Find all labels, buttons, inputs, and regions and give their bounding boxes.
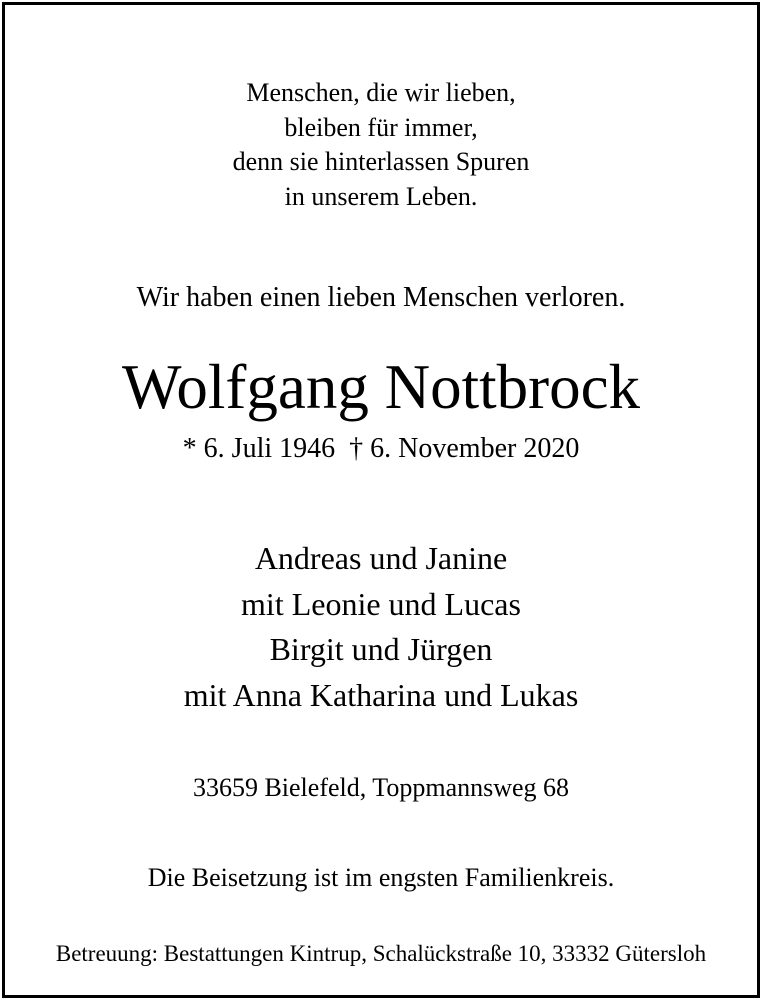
birth-date: * 6. Juli 1946: [182, 433, 336, 464]
burial-note: Die Beisetzung ist im engsten Familienkreis.: [147, 863, 615, 892]
poem-line: in unserem Leben.: [284, 181, 478, 211]
poem-line: bleiben für immer,: [284, 112, 478, 142]
deceased-name: Wolfgang Nottbrock: [121, 352, 641, 422]
mourner-line: mit Leonie und Lucas: [241, 585, 521, 622]
mourner-line: mit Anna Katharina und Lukas: [183, 676, 579, 713]
poem-line: Menschen, die wir lieben,: [246, 78, 516, 107]
loss-statement: Wir haben einen lieben Menschen verloren.: [136, 282, 626, 313]
mourner-line: Andreas und Janine: [254, 540, 508, 576]
mourner-line: Birgit und Jürgen: [269, 631, 493, 667]
mourners-list: [0, 536, 762, 718]
poem-line: denn sie hinterlassen Spuren: [232, 147, 530, 176]
death-date: † 6. November 2020: [349, 433, 580, 464]
memorial-poem: [0, 76, 762, 214]
funeral-home-credit: Betreuung: Bestattungen Kintrup, Schalückstraße 10, 33332 Gütersloh: [55, 941, 707, 966]
life-dates: [0, 431, 762, 467]
family-address: 33659 Bielefeld, Toppmannsweg 68: [192, 773, 570, 802]
